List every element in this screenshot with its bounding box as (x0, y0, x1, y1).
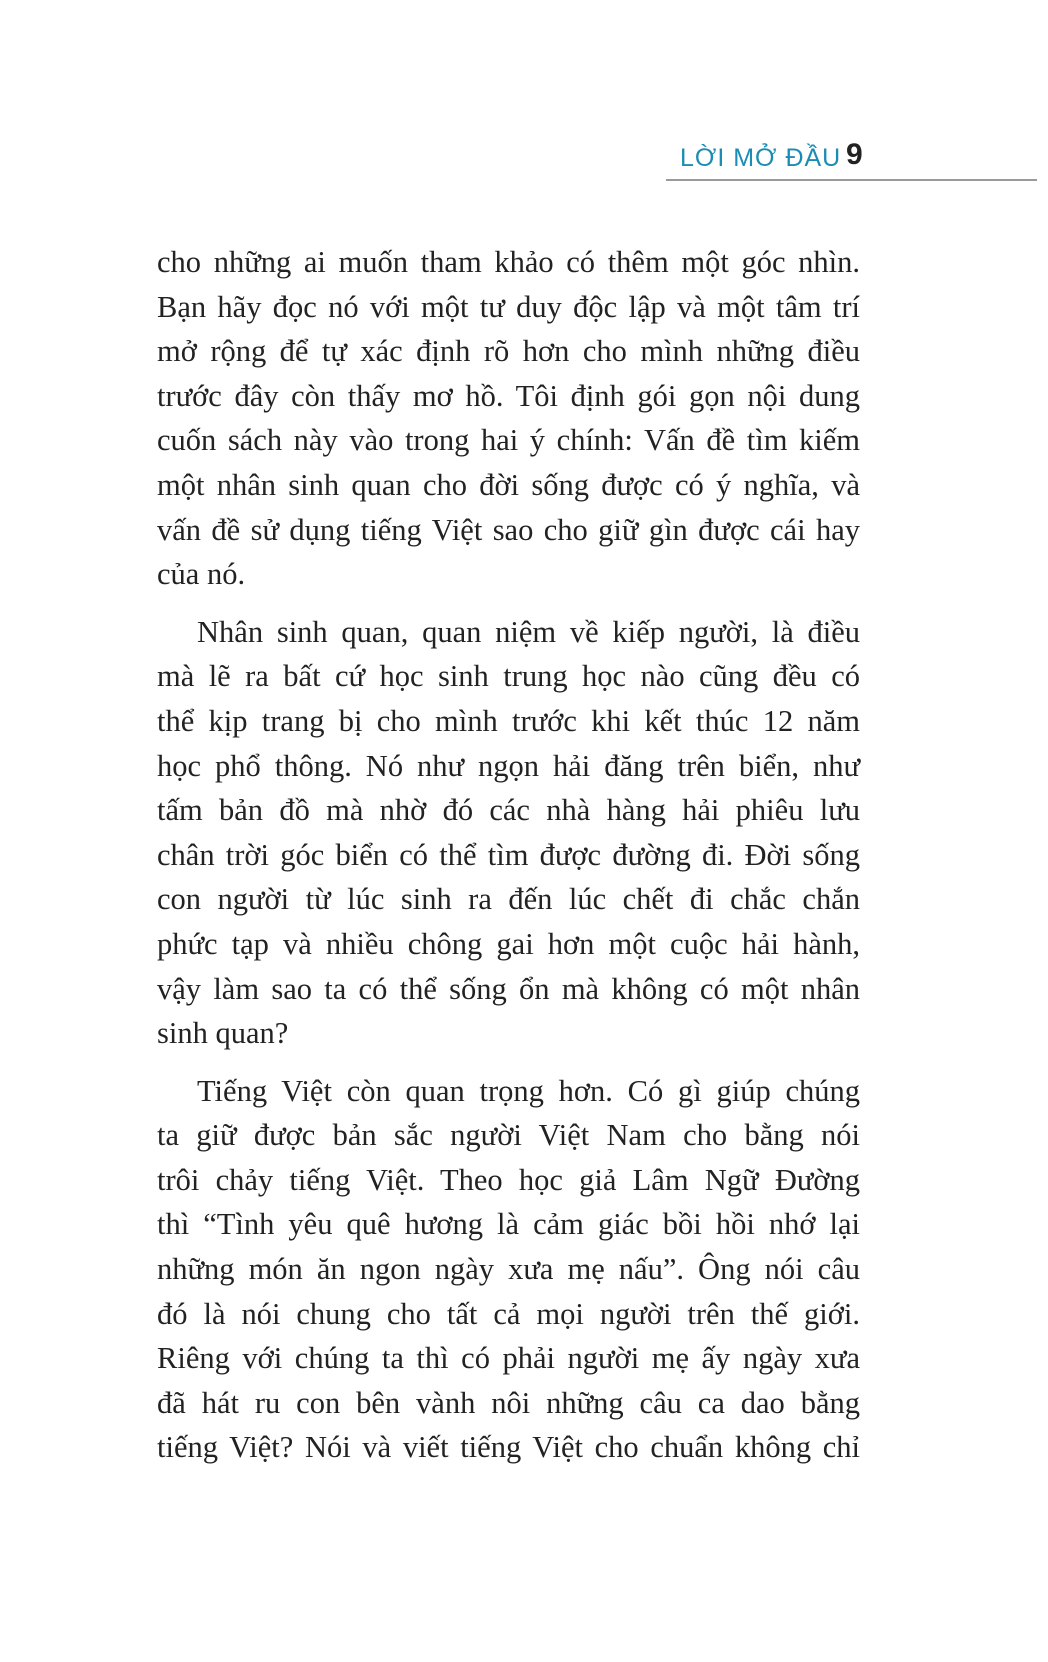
text-line: sinh quan? (157, 1016, 289, 1051)
text-line: ta giữ được bản sắc người Việt Nam cho bằng nói (157, 1118, 860, 1153)
text-line: tấm bản đồ mà nhờ đó các nhà hàng hải phiêu lưu (157, 793, 860, 828)
text-line: học phổ thông. Nó như ngọn hải đăng trên biển, như (157, 748, 860, 783)
chapter-title: LỜI MỞ ĐẦU (680, 144, 842, 172)
paragraph-2 (157, 610, 860, 1056)
running-header (0, 132, 1048, 182)
text-line: đó là nói chung cho tất cả mọi người trên thế giới. (157, 1296, 860, 1331)
page-number: 9 (846, 138, 863, 171)
text-line: cho những ai muốn tham khảo có thêm một góc nhìn. (157, 245, 860, 279)
header-divider (666, 179, 1037, 181)
text-line: mở rộng để tự xác định rõ hơn cho mình những điều (157, 334, 860, 369)
text-line: những món ăn ngon ngày xưa mẹ nấu”. Ông nói câu (157, 1252, 860, 1287)
text-line: mà lẽ ra bất cứ học sinh trung học nào cũng đều có (157, 659, 860, 694)
text-line: Nhân sinh quan, quan niệm về kiếp người, là điều (197, 614, 860, 649)
text-line: chân trời góc biển có thể tìm được đường đi. Đời sống (157, 837, 860, 872)
text-line: vấn đề sử dụng tiếng Việt sao cho giữ gìn được cái hay (157, 512, 860, 547)
text-line: tiếng Việt? Nói và viết tiếng Việt cho chuẩn không chỉ (157, 1430, 860, 1465)
text-line: vậy làm sao ta có thể sống ổn mà không có một nhân (157, 971, 860, 1006)
text-line: thì “Tình yêu quê hương là cảm giác bồi hồi nhớ lại (157, 1207, 860, 1242)
text-line: con người từ lúc sinh ra đến lúc chết đi chắc chắn (157, 882, 860, 917)
text-line: Bạn hãy đọc nó với một tư duy độc lập và một tâm trí (157, 289, 860, 324)
text-line: trước đây còn thấy mơ hồ. Tôi định gói gọn nội dung (157, 378, 860, 413)
text-line: Riêng với chúng ta thì có phải người mẹ ấy ngày xưa (157, 1341, 860, 1376)
text-line: một nhân sinh quan cho đời sống được có ý nghĩa, và (157, 467, 860, 502)
text-line: Tiếng Việt còn quan trọng hơn. Có gì giúp chúng (197, 1073, 860, 1108)
text-line: phức tạp và nhiều chông gai hơn một cuộc hải hành, (157, 926, 860, 961)
paragraph-3 (157, 1069, 860, 1470)
text-line: trôi chảy tiếng Việt. Theo học giả Lâm Ngữ Đường (157, 1162, 860, 1197)
text-line: của nó. (157, 557, 246, 592)
paragraph-1 (157, 240, 860, 597)
body-text (157, 240, 860, 1483)
text-line: đã hát ru con bên vành nôi những câu ca dao bằng (157, 1385, 860, 1420)
text-line: cuốn sách này vào trong hai ý chính: Vấn đề tìm kiếm (157, 423, 860, 458)
text-line: thể kịp trang bị cho mình trước khi kết thúc 12 năm (157, 703, 860, 738)
